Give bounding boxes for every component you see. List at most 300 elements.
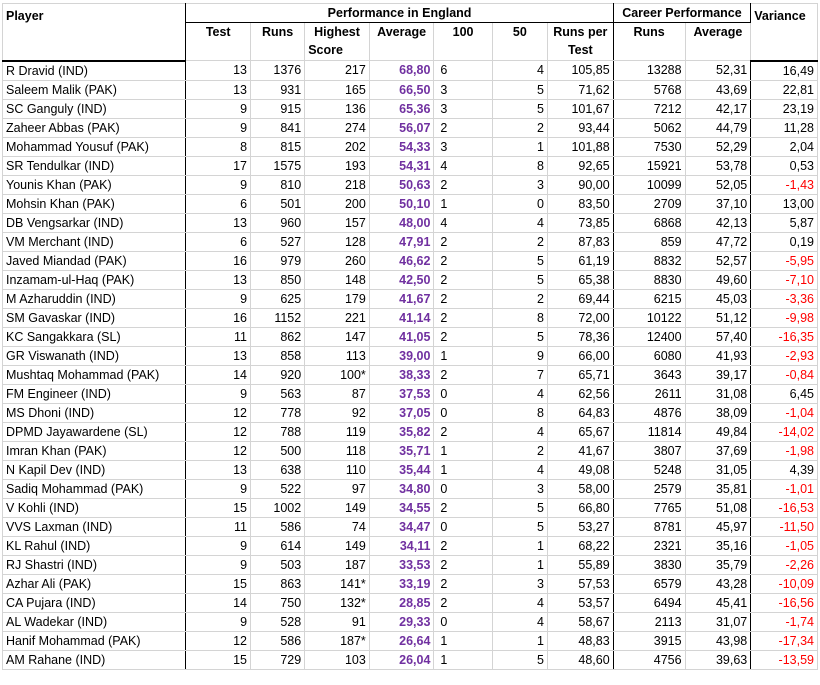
test-cell: 6 [186, 194, 251, 213]
variance-cell: -7,10 [751, 270, 818, 289]
average-cell: 34,47 [369, 517, 434, 536]
average-cell: 65,36 [369, 99, 434, 118]
variance-cell: -1,01 [751, 479, 818, 498]
table-row [3, 118, 818, 137]
player-cell: SM Gavaskar (IND) [3, 308, 186, 327]
test-cell: 9 [186, 118, 251, 137]
hundreds-cell: 3 [434, 137, 492, 156]
hundreds-cell: 1 [434, 650, 492, 669]
hundreds-cell: 2 [434, 327, 492, 346]
test-cell: 12 [186, 441, 251, 460]
career-average-cell: 45,97 [685, 517, 751, 536]
runs-per-test-cell: 41,67 [547, 441, 613, 460]
career-runs-cell: 4756 [613, 650, 685, 669]
table-row [3, 631, 818, 650]
runs-cell: 1575 [251, 156, 305, 175]
fifties-cell: 5 [492, 80, 547, 99]
career-runs-cell: 3807 [613, 441, 685, 460]
player-cell: DB Vengsarkar (IND) [3, 213, 186, 232]
runs-per-test-cell: 69,44 [547, 289, 613, 308]
average-cell: 33,19 [369, 574, 434, 593]
average-cell: 28,85 [369, 593, 434, 612]
table-row [3, 289, 818, 308]
runs-cell: 586 [251, 517, 305, 536]
career-average-cell: 35,79 [685, 555, 751, 574]
career-average-cell: 49,84 [685, 422, 751, 441]
england-group-header: Performance in England [186, 4, 613, 23]
career-average-cell: 37,69 [685, 441, 751, 460]
highest-score-cell: 202 [305, 137, 370, 156]
player-cell: Hanif Mohammad (PAK) [3, 631, 186, 650]
table-row [3, 422, 818, 441]
test-cell: 9 [186, 555, 251, 574]
average-cell: 33,53 [369, 555, 434, 574]
average-cell: 37,05 [369, 403, 434, 422]
hundreds-cell: 1 [434, 631, 492, 650]
highest-score-cell: 274 [305, 118, 370, 137]
runs-per-test-cell: 68,22 [547, 536, 613, 555]
fifties-cell: 4 [492, 612, 547, 631]
average-cell: 39,00 [369, 346, 434, 365]
highest-score-cell: 165 [305, 80, 370, 99]
runs-cell: 862 [251, 327, 305, 346]
hundreds-cell: 4 [434, 213, 492, 232]
runs-per-test-cell: 92,65 [547, 156, 613, 175]
runs-per-test-cell: 66,80 [547, 498, 613, 517]
runs-per-test-header-line2: Test [567, 43, 593, 57]
header-row-groups [3, 4, 818, 23]
fifties-cell: 3 [492, 175, 547, 194]
player-cell: MS Dhoni (IND) [3, 403, 186, 422]
table-row [3, 403, 818, 422]
hundreds-cell: 1 [434, 346, 492, 365]
career-runs-cell: 6215 [613, 289, 685, 308]
runs-per-test-header-line1: Runs per [553, 25, 608, 39]
highest-score-cell: 217 [305, 61, 370, 81]
career-average-cell: 52,57 [685, 251, 751, 270]
runs-per-test-cell: 53,57 [547, 593, 613, 612]
highest-score-header-line1: Highest [314, 25, 360, 39]
fifties-cell: 9 [492, 346, 547, 365]
test-cell: 9 [186, 612, 251, 631]
highest-score-header [305, 23, 370, 61]
table-row [3, 365, 818, 384]
variance-cell: -17,34 [751, 631, 818, 650]
hundreds-cell: 2 [434, 536, 492, 555]
runs-per-test-cell: 53,27 [547, 517, 613, 536]
runs-per-test-cell: 58,67 [547, 612, 613, 631]
career-average-cell: 51,08 [685, 498, 751, 517]
fifties-cell: 1 [492, 631, 547, 650]
highest-score-cell: 132* [305, 593, 370, 612]
highest-score-cell: 149 [305, 536, 370, 555]
player-cell: Mohammad Yousuf (PAK) [3, 137, 186, 156]
career-runs-cell: 8830 [613, 270, 685, 289]
career-runs-cell: 5248 [613, 460, 685, 479]
career-runs-cell: 3643 [613, 365, 685, 384]
test-cell: 16 [186, 251, 251, 270]
highest-score-cell: 187* [305, 631, 370, 650]
runs-cell: 841 [251, 118, 305, 137]
average-cell: 35,71 [369, 441, 434, 460]
player-cell: AM Rahane (IND) [3, 650, 186, 669]
table-row [3, 137, 818, 156]
player-cell: FM Engineer (IND) [3, 384, 186, 403]
hundreds-cell: 2 [434, 555, 492, 574]
variance-cell: -2,93 [751, 346, 818, 365]
test-cell: 14 [186, 593, 251, 612]
career-average-cell: 45,41 [685, 593, 751, 612]
table-row [3, 251, 818, 270]
runs-per-test-cell: 105,85 [547, 61, 613, 81]
runs-per-test-cell: 87,83 [547, 232, 613, 251]
table-row [3, 194, 818, 213]
career-average-cell: 45,03 [685, 289, 751, 308]
average-cell: 50,63 [369, 175, 434, 194]
fifties-cell: 1 [492, 536, 547, 555]
variance-cell: -5,95 [751, 251, 818, 270]
runs-cell: 614 [251, 536, 305, 555]
career-average-cell: 52,29 [685, 137, 751, 156]
runs-per-test-cell: 65,71 [547, 365, 613, 384]
variance-header: Variance [751, 4, 818, 61]
average-cell: 35,82 [369, 422, 434, 441]
highest-score-cell: 193 [305, 156, 370, 175]
average-cell: 47,91 [369, 232, 434, 251]
table-row [3, 99, 818, 118]
player-cell: R Dravid (IND) [3, 61, 186, 81]
runs-cell: 501 [251, 194, 305, 213]
table-row [3, 156, 818, 175]
table-row [3, 327, 818, 346]
test-cell: 13 [186, 460, 251, 479]
runs-cell: 858 [251, 346, 305, 365]
career-runs-cell: 10099 [613, 175, 685, 194]
average-cell: 41,67 [369, 289, 434, 308]
variance-cell: 11,28 [751, 118, 818, 137]
runs-cell: 815 [251, 137, 305, 156]
table-row [3, 175, 818, 194]
test-header: Test [186, 23, 251, 61]
table-row [3, 650, 818, 669]
variance-cell: -9,98 [751, 308, 818, 327]
highest-score-cell: 74 [305, 517, 370, 536]
hundreds-cell: 0 [434, 612, 492, 631]
hundreds-cell: 2 [434, 593, 492, 612]
test-cell: 6 [186, 232, 251, 251]
average-header: Average [369, 23, 434, 61]
table-row [3, 479, 818, 498]
career-runs-cell: 11814 [613, 422, 685, 441]
fifties-cell: 5 [492, 517, 547, 536]
fifties-cell: 4 [492, 384, 547, 403]
variance-cell: 6,45 [751, 384, 818, 403]
fifties-cell: 4 [492, 593, 547, 612]
hundreds-cell: 2 [434, 175, 492, 194]
fifties-cell: 2 [492, 441, 547, 460]
average-cell: 41,05 [369, 327, 434, 346]
highest-score-header-line2: Score [308, 43, 343, 57]
runs-cell: 729 [251, 650, 305, 669]
average-cell: 34,80 [369, 479, 434, 498]
career-runs-cell: 12400 [613, 327, 685, 346]
average-cell: 66,50 [369, 80, 434, 99]
career-runs-cell: 6868 [613, 213, 685, 232]
hundreds-cell: 2 [434, 270, 492, 289]
variance-cell: -16,35 [751, 327, 818, 346]
table-row [3, 517, 818, 536]
variance-cell: 0,19 [751, 232, 818, 251]
player-cell: KC Sangakkara (SL) [3, 327, 186, 346]
career-runs-cell: 6579 [613, 574, 685, 593]
runs-per-test-cell: 48,60 [547, 650, 613, 669]
player-cell: Zaheer Abbas (PAK) [3, 118, 186, 137]
runs-per-test-cell: 48,83 [547, 631, 613, 650]
fifties-cell: 4 [492, 213, 547, 232]
career-runs-cell: 13288 [613, 61, 685, 81]
career-average-cell: 53,78 [685, 156, 751, 175]
player-cell: CA Pujara (IND) [3, 593, 186, 612]
hundreds-cell: 2 [434, 251, 492, 270]
highest-score-cell: 141* [305, 574, 370, 593]
hundreds-cell: 3 [434, 80, 492, 99]
career-average-cell: 41,93 [685, 346, 751, 365]
average-cell: 38,33 [369, 365, 434, 384]
test-cell: 12 [186, 631, 251, 650]
variance-cell: -1,98 [751, 441, 818, 460]
fifties-cell: 1 [492, 137, 547, 156]
average-cell: 35,44 [369, 460, 434, 479]
runs-per-test-cell: 83,50 [547, 194, 613, 213]
career-runs-cell: 2321 [613, 536, 685, 555]
hundreds-cell: 2 [434, 232, 492, 251]
variance-cell: 16,49 [751, 61, 818, 81]
highest-score-cell: 118 [305, 441, 370, 460]
fifties-cell: 4 [492, 422, 547, 441]
runs-cell: 563 [251, 384, 305, 403]
fifties-cell: 2 [492, 289, 547, 308]
player-cell: Azhar Ali (PAK) [3, 574, 186, 593]
table-row [3, 498, 818, 517]
runs-per-test-cell: 58,00 [547, 479, 613, 498]
runs-cell: 586 [251, 631, 305, 650]
hundreds-cell: 0 [434, 384, 492, 403]
variance-cell: 0,53 [751, 156, 818, 175]
player-cell: M Azharuddin (IND) [3, 289, 186, 308]
runs-per-test-cell: 65,67 [547, 422, 613, 441]
career-average-cell: 35,81 [685, 479, 751, 498]
fifties-cell: 1 [492, 555, 547, 574]
highest-score-cell: 110 [305, 460, 370, 479]
variance-cell: 5,87 [751, 213, 818, 232]
runs-cell: 625 [251, 289, 305, 308]
player-cell: KL Rahul (IND) [3, 536, 186, 555]
test-cell: 13 [186, 346, 251, 365]
career-average-cell: 52,31 [685, 61, 751, 81]
table-row [3, 384, 818, 403]
career-runs-cell: 5768 [613, 80, 685, 99]
average-cell: 48,00 [369, 213, 434, 232]
average-cell: 26,64 [369, 631, 434, 650]
test-cell: 17 [186, 156, 251, 175]
highest-score-cell: 148 [305, 270, 370, 289]
average-cell: 54,33 [369, 137, 434, 156]
highest-score-cell: 97 [305, 479, 370, 498]
career-runs-cell: 2709 [613, 194, 685, 213]
average-cell: 34,11 [369, 536, 434, 555]
table-row [3, 460, 818, 479]
runs-cell: 750 [251, 593, 305, 612]
average-cell: 34,55 [369, 498, 434, 517]
runs-per-test-cell: 71,62 [547, 80, 613, 99]
highest-score-cell: 136 [305, 99, 370, 118]
fifties-cell: 4 [492, 61, 547, 81]
runs-cell: 979 [251, 251, 305, 270]
average-cell: 50,10 [369, 194, 434, 213]
test-cell: 13 [186, 213, 251, 232]
player-cell: VM Merchant (IND) [3, 232, 186, 251]
average-cell: 26,04 [369, 650, 434, 669]
average-cell: 37,53 [369, 384, 434, 403]
runs-cell: 1152 [251, 308, 305, 327]
career-average-cell: 52,05 [685, 175, 751, 194]
fifties-cell: 2 [492, 232, 547, 251]
career-average-header: Average [685, 23, 751, 61]
fifties-cell: 8 [492, 308, 547, 327]
test-cell: 9 [186, 99, 251, 118]
runs-header: Runs [251, 23, 305, 61]
player-cell: N Kapil Dev (IND) [3, 460, 186, 479]
career-average-cell: 42,17 [685, 99, 751, 118]
runs-cell: 931 [251, 80, 305, 99]
test-cell: 9 [186, 479, 251, 498]
career-average-cell: 43,28 [685, 574, 751, 593]
player-cell: SC Ganguly (IND) [3, 99, 186, 118]
hundreds-cell: 2 [434, 289, 492, 308]
fifties-cell: 8 [492, 403, 547, 422]
career-average-cell: 31,07 [685, 612, 751, 631]
table-row [3, 441, 818, 460]
career-runs-cell: 6080 [613, 346, 685, 365]
table-row [3, 308, 818, 327]
career-average-cell: 39,17 [685, 365, 751, 384]
career-group-header: Career Performance [613, 4, 751, 23]
variance-cell: 4,39 [751, 460, 818, 479]
hundreds-cell: 2 [434, 498, 492, 517]
hundreds-cell: 2 [434, 365, 492, 384]
career-runs-cell: 15921 [613, 156, 685, 175]
fifties-cell: 3 [492, 479, 547, 498]
runs-per-test-cell: 65,38 [547, 270, 613, 289]
hundreds-cell: 2 [434, 308, 492, 327]
fifties-cell: 3 [492, 574, 547, 593]
career-average-cell: 51,12 [685, 308, 751, 327]
runs-per-test-cell: 93,44 [547, 118, 613, 137]
test-cell: 15 [186, 574, 251, 593]
career-average-cell: 38,09 [685, 403, 751, 422]
highest-score-cell: 91 [305, 612, 370, 631]
highest-score-cell: 100* [305, 365, 370, 384]
table-row [3, 574, 818, 593]
runs-per-test-cell: 57,53 [547, 574, 613, 593]
hundreds-cell: 0 [434, 479, 492, 498]
career-runs-header: Runs [613, 23, 685, 61]
fifties-cell: 4 [492, 460, 547, 479]
player-cell: Imran Khan (PAK) [3, 441, 186, 460]
runs-per-test-cell: 72,00 [547, 308, 613, 327]
test-cell: 13 [186, 270, 251, 289]
table-row [3, 213, 818, 232]
player-cell: AL Wadekar (IND) [3, 612, 186, 631]
variance-cell: -16,53 [751, 498, 818, 517]
test-cell: 12 [186, 422, 251, 441]
fifties-cell: 5 [492, 650, 547, 669]
fifties-header: 50 [492, 23, 547, 61]
highest-score-cell: 221 [305, 308, 370, 327]
average-cell: 56,07 [369, 118, 434, 137]
hundreds-cell: 6 [434, 61, 492, 81]
career-average-cell: 44,79 [685, 118, 751, 137]
player-cell: DPMD Jayawardene (SL) [3, 422, 186, 441]
test-cell: 12 [186, 403, 251, 422]
player-cell: Saleem Malik (PAK) [3, 80, 186, 99]
fifties-cell: 0 [492, 194, 547, 213]
table-row [3, 536, 818, 555]
highest-score-cell: 218 [305, 175, 370, 194]
career-runs-cell: 6494 [613, 593, 685, 612]
player-cell: Sadiq Mohammad (PAK) [3, 479, 186, 498]
runs-per-test-cell: 90,00 [547, 175, 613, 194]
runs-cell: 778 [251, 403, 305, 422]
career-average-cell: 39,63 [685, 650, 751, 669]
highest-score-cell: 147 [305, 327, 370, 346]
average-cell: 41,14 [369, 308, 434, 327]
player-header: Player [3, 4, 186, 61]
runs-per-test-cell: 55,89 [547, 555, 613, 574]
career-runs-cell: 7212 [613, 99, 685, 118]
player-cell: Inzamam-ul-Haq (PAK) [3, 270, 186, 289]
highest-score-cell: 103 [305, 650, 370, 669]
fifties-cell: 5 [492, 99, 547, 118]
table-row [3, 61, 818, 81]
career-runs-cell: 3830 [613, 555, 685, 574]
average-cell: 54,31 [369, 156, 434, 175]
test-cell: 9 [186, 175, 251, 194]
test-cell: 9 [186, 289, 251, 308]
hundreds-cell: 1 [434, 460, 492, 479]
hundreds-header: 100 [434, 23, 492, 61]
highest-score-cell: 179 [305, 289, 370, 308]
test-cell: 13 [186, 61, 251, 81]
hundreds-cell: 0 [434, 517, 492, 536]
career-average-cell: 42,13 [685, 213, 751, 232]
variance-cell: -11,50 [751, 517, 818, 536]
table-row [3, 593, 818, 612]
variance-cell: -10,09 [751, 574, 818, 593]
average-cell: 29,33 [369, 612, 434, 631]
highest-score-cell: 113 [305, 346, 370, 365]
fifties-cell: 5 [492, 498, 547, 517]
variance-cell: -13,59 [751, 650, 818, 669]
career-runs-cell: 8832 [613, 251, 685, 270]
highest-score-cell: 92 [305, 403, 370, 422]
career-average-cell: 31,05 [685, 460, 751, 479]
highest-score-cell: 260 [305, 251, 370, 270]
average-cell: 42,50 [369, 270, 434, 289]
career-average-cell: 49,60 [685, 270, 751, 289]
runs-cell: 863 [251, 574, 305, 593]
table-row [3, 555, 818, 574]
